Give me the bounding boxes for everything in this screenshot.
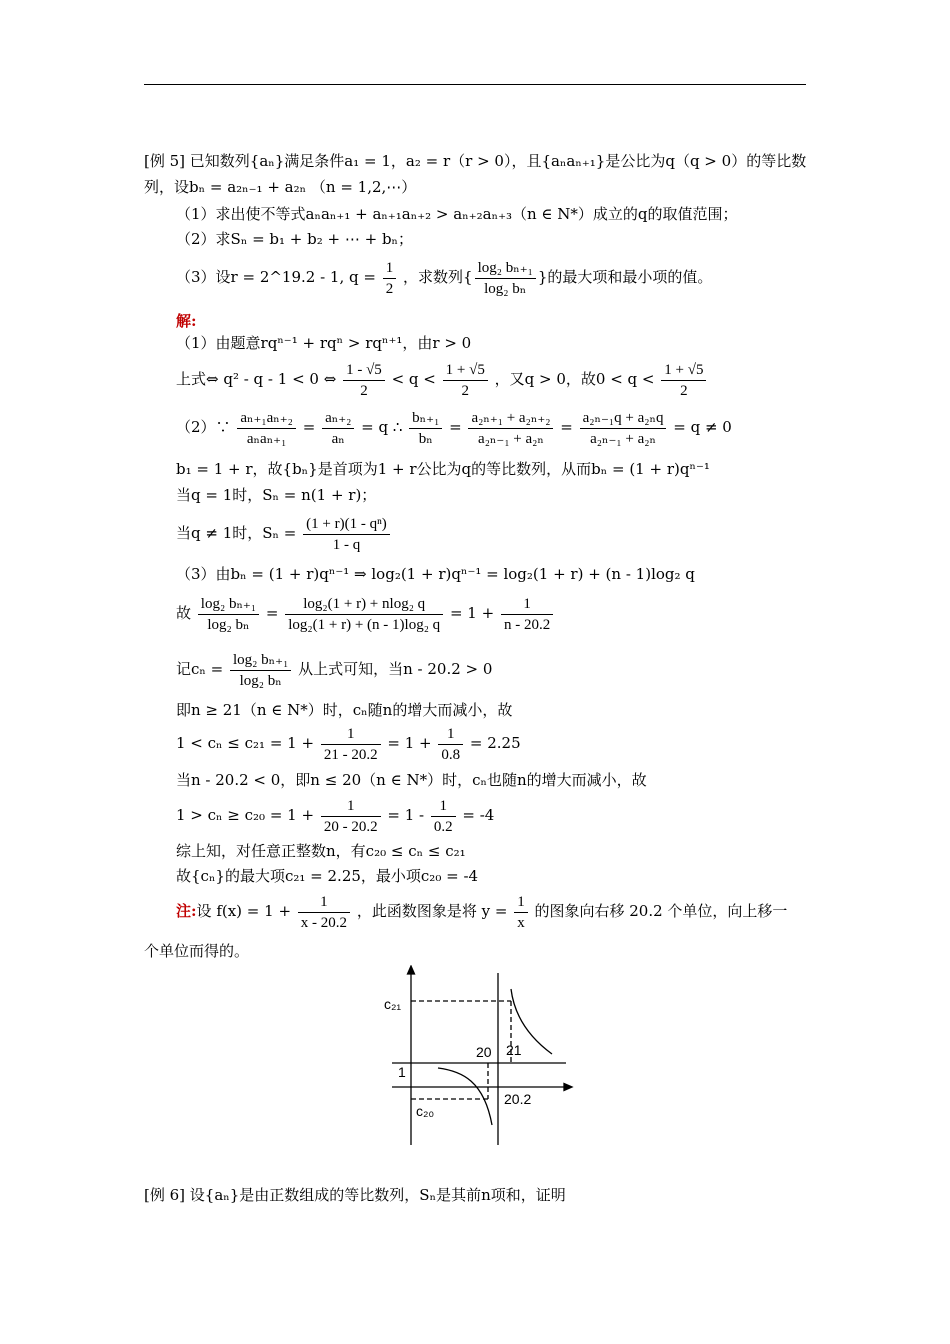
fraction: $\frac{1 + √5}{2}$ [443, 360, 488, 401]
solution-step15: 故{cₙ}的最大项c₂₁ = 2.25，最小项c₂₀ = -4 [176, 867, 479, 885]
fraction: $\frac{\text{aₙ₊₂}}{\text{aₙ}}$ [322, 408, 354, 449]
label-21: 21 [506, 1042, 522, 1058]
example6-line: [例 6] 设{aₙ}是由正数组成的等比数列，Sₙ是其前n项和，证明 [144, 1186, 566, 1204]
fraction: $\frac{1}{0.8}$ [438, 724, 463, 765]
solution-step4: b₁ = 1 + r，故{bₙ}是首项为1 + r公比为q的等比数列，从而bₙ = (1 + r)qⁿ⁻¹ [176, 460, 710, 478]
solution-step2: 上式⇔ q² - q - 1 < 0 ⇔ $\frac{1 - √5}{2}$ < q < $\frac{1 + √5}{2}$ ，又q > 0，故0 < q < $\frac{1 + √5}{2}$ [176, 356, 708, 402]
solution-step5: 当q = 1时，Sₙ = n(1 + r)； [176, 486, 377, 504]
solution-step11: 1 < cₙ ≤ c₂₁ = 1 + $\frac{1}{21 - 20.2}$ = 1 + $\frac{1}{0.8}$ = 2.25 [176, 725, 521, 763]
fraction: $\frac{\text{log₂(1 + r) + nlog₂ q}}{\text{log₂(1 + r) + (n - 1)log₂ q}}$ [285, 594, 443, 635]
fraction: $\frac{1}{20 - 20.2}$ [321, 796, 381, 837]
label-c21: c₂₁ [384, 996, 402, 1012]
note-label: 注: [176, 902, 197, 920]
question3: （3）设r = 2^19.2 - 1, q = $\frac{1}{2}$ ，求数列{ $\frac{\text{log₂ bₙ₊₁}}{\text{log₂ bₙ}}$ }的最大项和最小项的值。 [176, 259, 713, 297]
fraction: $\frac{\text{log₂ bₙ₊₁}}{\text{log₂ bₙ}}$ [198, 594, 259, 635]
solution-label: 解: [176, 312, 197, 330]
fraction: $\frac{\text{bₙ₊₁}}{\text{bₙ}}$ [409, 408, 442, 449]
fraction: $\frac{1}{n - 20.2}$ [501, 594, 553, 635]
fraction: $\frac{\text{(1 + r)(1 - qⁿ)}}{1 - q}$ [303, 514, 390, 555]
note-line1: 注:设 f(x) = 1 + $\frac{1}{x - 20.2}$ ，此函数图象是将 y = $\frac{1}{x}$ 的图象向右移 20.2 个单位，向上移一 [176, 893, 788, 931]
fraction-log-ratio: $\frac{\text{log₂ bₙ₊₁}}{\text{log₂ bₙ}}$ [475, 258, 536, 299]
solution-step10: 即n ≥ 21（n ∈ N*）时，cₙ随n的增大而减小，故 [176, 701, 513, 719]
solution-step1: （1）由题意rqⁿ⁻¹ + rqⁿ > rqⁿ⁺¹，由r > 0 [176, 334, 472, 352]
label-20: 20 [476, 1044, 492, 1060]
function-graph [378, 965, 578, 1150]
question1: （1）求出使不等式aₙaₙ₊₁ + aₙ₊₁aₙ₊₂ > aₙ₊₂aₙ₊₃（n ∈ N*）成立的q的取值范围； [176, 205, 738, 223]
solution-step9: 记cₙ = $\frac{\text{log₂ bₙ₊₁}}{\text{log₂ bₙ}}$ 从上式可知，当n - 20.2 > 0 [176, 651, 493, 689]
y-axis-arrow [408, 966, 415, 974]
left-branch-curve [438, 1068, 492, 1125]
fraction: $\frac{1}{x}$ [514, 892, 528, 933]
solution-step14: 综上知，对任意正整数n，有c₂₀ ≤ cₙ ≤ c₂₁ [176, 842, 466, 860]
fraction: $\frac{1 + √5}{2}$ [661, 360, 706, 401]
label-c20: c₂₀ [416, 1103, 435, 1119]
fraction: $\frac{1 - √5}{2}$ [343, 360, 385, 401]
solution-step6: 当q ≠ 1时，Sₙ = $\frac{\text{(1 + r)(1 - qⁿ)}}{1 - q}$ [176, 510, 392, 556]
example5-line1: [例 5] 已知数列{aₙ}满足条件a₁ = 1，a₂ = r（r > 0），且{aₙaₙ₊₁}是公比为q（q > 0）的等比数 [144, 152, 807, 170]
solution-step13: 1 > cₙ ≥ c₂₀ = 1 + $\frac{1}{20 - 20.2}$ = 1 - $\frac{1}{0.2}$ = -4 [176, 797, 495, 835]
fraction: $\frac{1}{x - 20.2}$ [298, 892, 350, 933]
example5-line2: 列，设bₙ = a₂ₙ₋₁ + a₂ₙ （n = 1,2,⋯） [144, 178, 417, 196]
header-rule [144, 84, 806, 85]
question2: （2）求Sₙ = b₁ + b₂ + ⋯ + bₙ； [176, 230, 414, 248]
fraction: $\frac{\text{a₂ₙ₊₁ + a₂ₙ₊₂}}{\text{a₂ₙ₋₁ + a₂ₙ}}$ [468, 408, 553, 449]
fraction: $\frac{\text{a₂ₙ₋₁q + a₂ₙq}}{\text{a₂ₙ₋₁ + a₂ₙ}}$ [580, 408, 667, 449]
fraction: $\frac{1}{0.2}$ [431, 796, 456, 837]
note-line2: 个单位而得的。 [144, 942, 250, 960]
fraction: $\frac{1}{21 - 20.2}$ [321, 724, 381, 765]
solution-step12: 当n - 20.2 < 0，即n ≤ 20（n ∈ N*）时，cₙ也随n的增大而减小，故 [176, 771, 647, 789]
solution-step3: （2）∵ $\frac{\text{aₙ₊₁aₙ₊₂}}{\text{aₙaₙ₊₁}}$ = $\frac{\text{aₙ₊₂}}{\text{aₙ}}$ = q ∴ $\frac{\text{bₙ₊₁}}{\text{bₙ}}$ = $\frac{\text{a₂ₙ₊₁ + a₂ₙ₊₂}}{\text{a₂ₙ₋₁ + a₂ₙ}}$ = $\frac{\text{a₂ₙ₋₁q + a₂ₙq}}{\text{a₂ₙ₋₁ + a₂ₙ}}$ = q ≠ 0 [176, 409, 732, 447]
label-1: 1 [398, 1064, 406, 1080]
fraction: $\frac{\text{aₙ₊₁aₙ₊₂}}{\text{aₙaₙ₊₁}}$ [237, 408, 296, 449]
fraction: $\frac{\text{log₂ bₙ₊₁}}{\text{log₂ bₙ}}$ [230, 650, 291, 691]
solution-step7: （3）由bₙ = (1 + r)qⁿ⁻¹ ⇒ log₂(1 + r)qⁿ⁻¹ = log₂(1 + r) + (n - 1)log₂ q [176, 565, 695, 583]
label-20-2: 20.2 [504, 1091, 532, 1107]
fraction-half: $\frac{1}{2}$ [383, 258, 397, 299]
solution-step8: 故 $\frac{\text{log₂ bₙ₊₁}}{\text{log₂ bₙ}}$ = $\frac{\text{log₂(1 + r) + nlog₂ q}}{\text{log₂(1 + r) + (n - 1)log₂ q}}$ = 1 + $\frac{1}{n - 20.2}$ [176, 590, 555, 636]
x-axis-arrow [564, 1084, 572, 1091]
